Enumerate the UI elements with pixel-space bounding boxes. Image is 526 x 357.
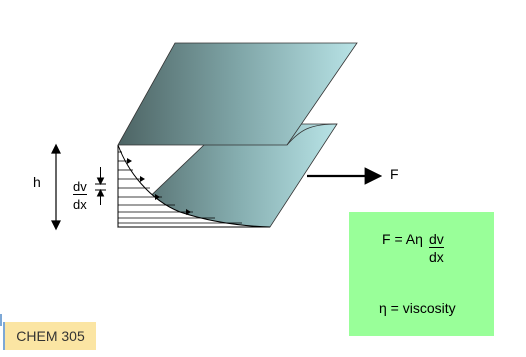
force-label: F [390, 166, 399, 182]
course-tag: CHEM 305 [3, 322, 96, 350]
gradient-marker [95, 167, 106, 205]
viscosity-definition: η = viscosity [379, 300, 456, 316]
formula-numerator: dv [429, 231, 444, 247]
formula-box [349, 212, 494, 336]
formula-denominator: dx [429, 249, 444, 265]
height-arrow [52, 145, 60, 229]
gradient-numerator: dv [73, 179, 87, 194]
height-label: h [33, 174, 41, 190]
slide-marker [0, 314, 2, 326]
formula-lhs: F = Aη [382, 231, 423, 247]
gradient-denominator: dx [73, 197, 87, 212]
